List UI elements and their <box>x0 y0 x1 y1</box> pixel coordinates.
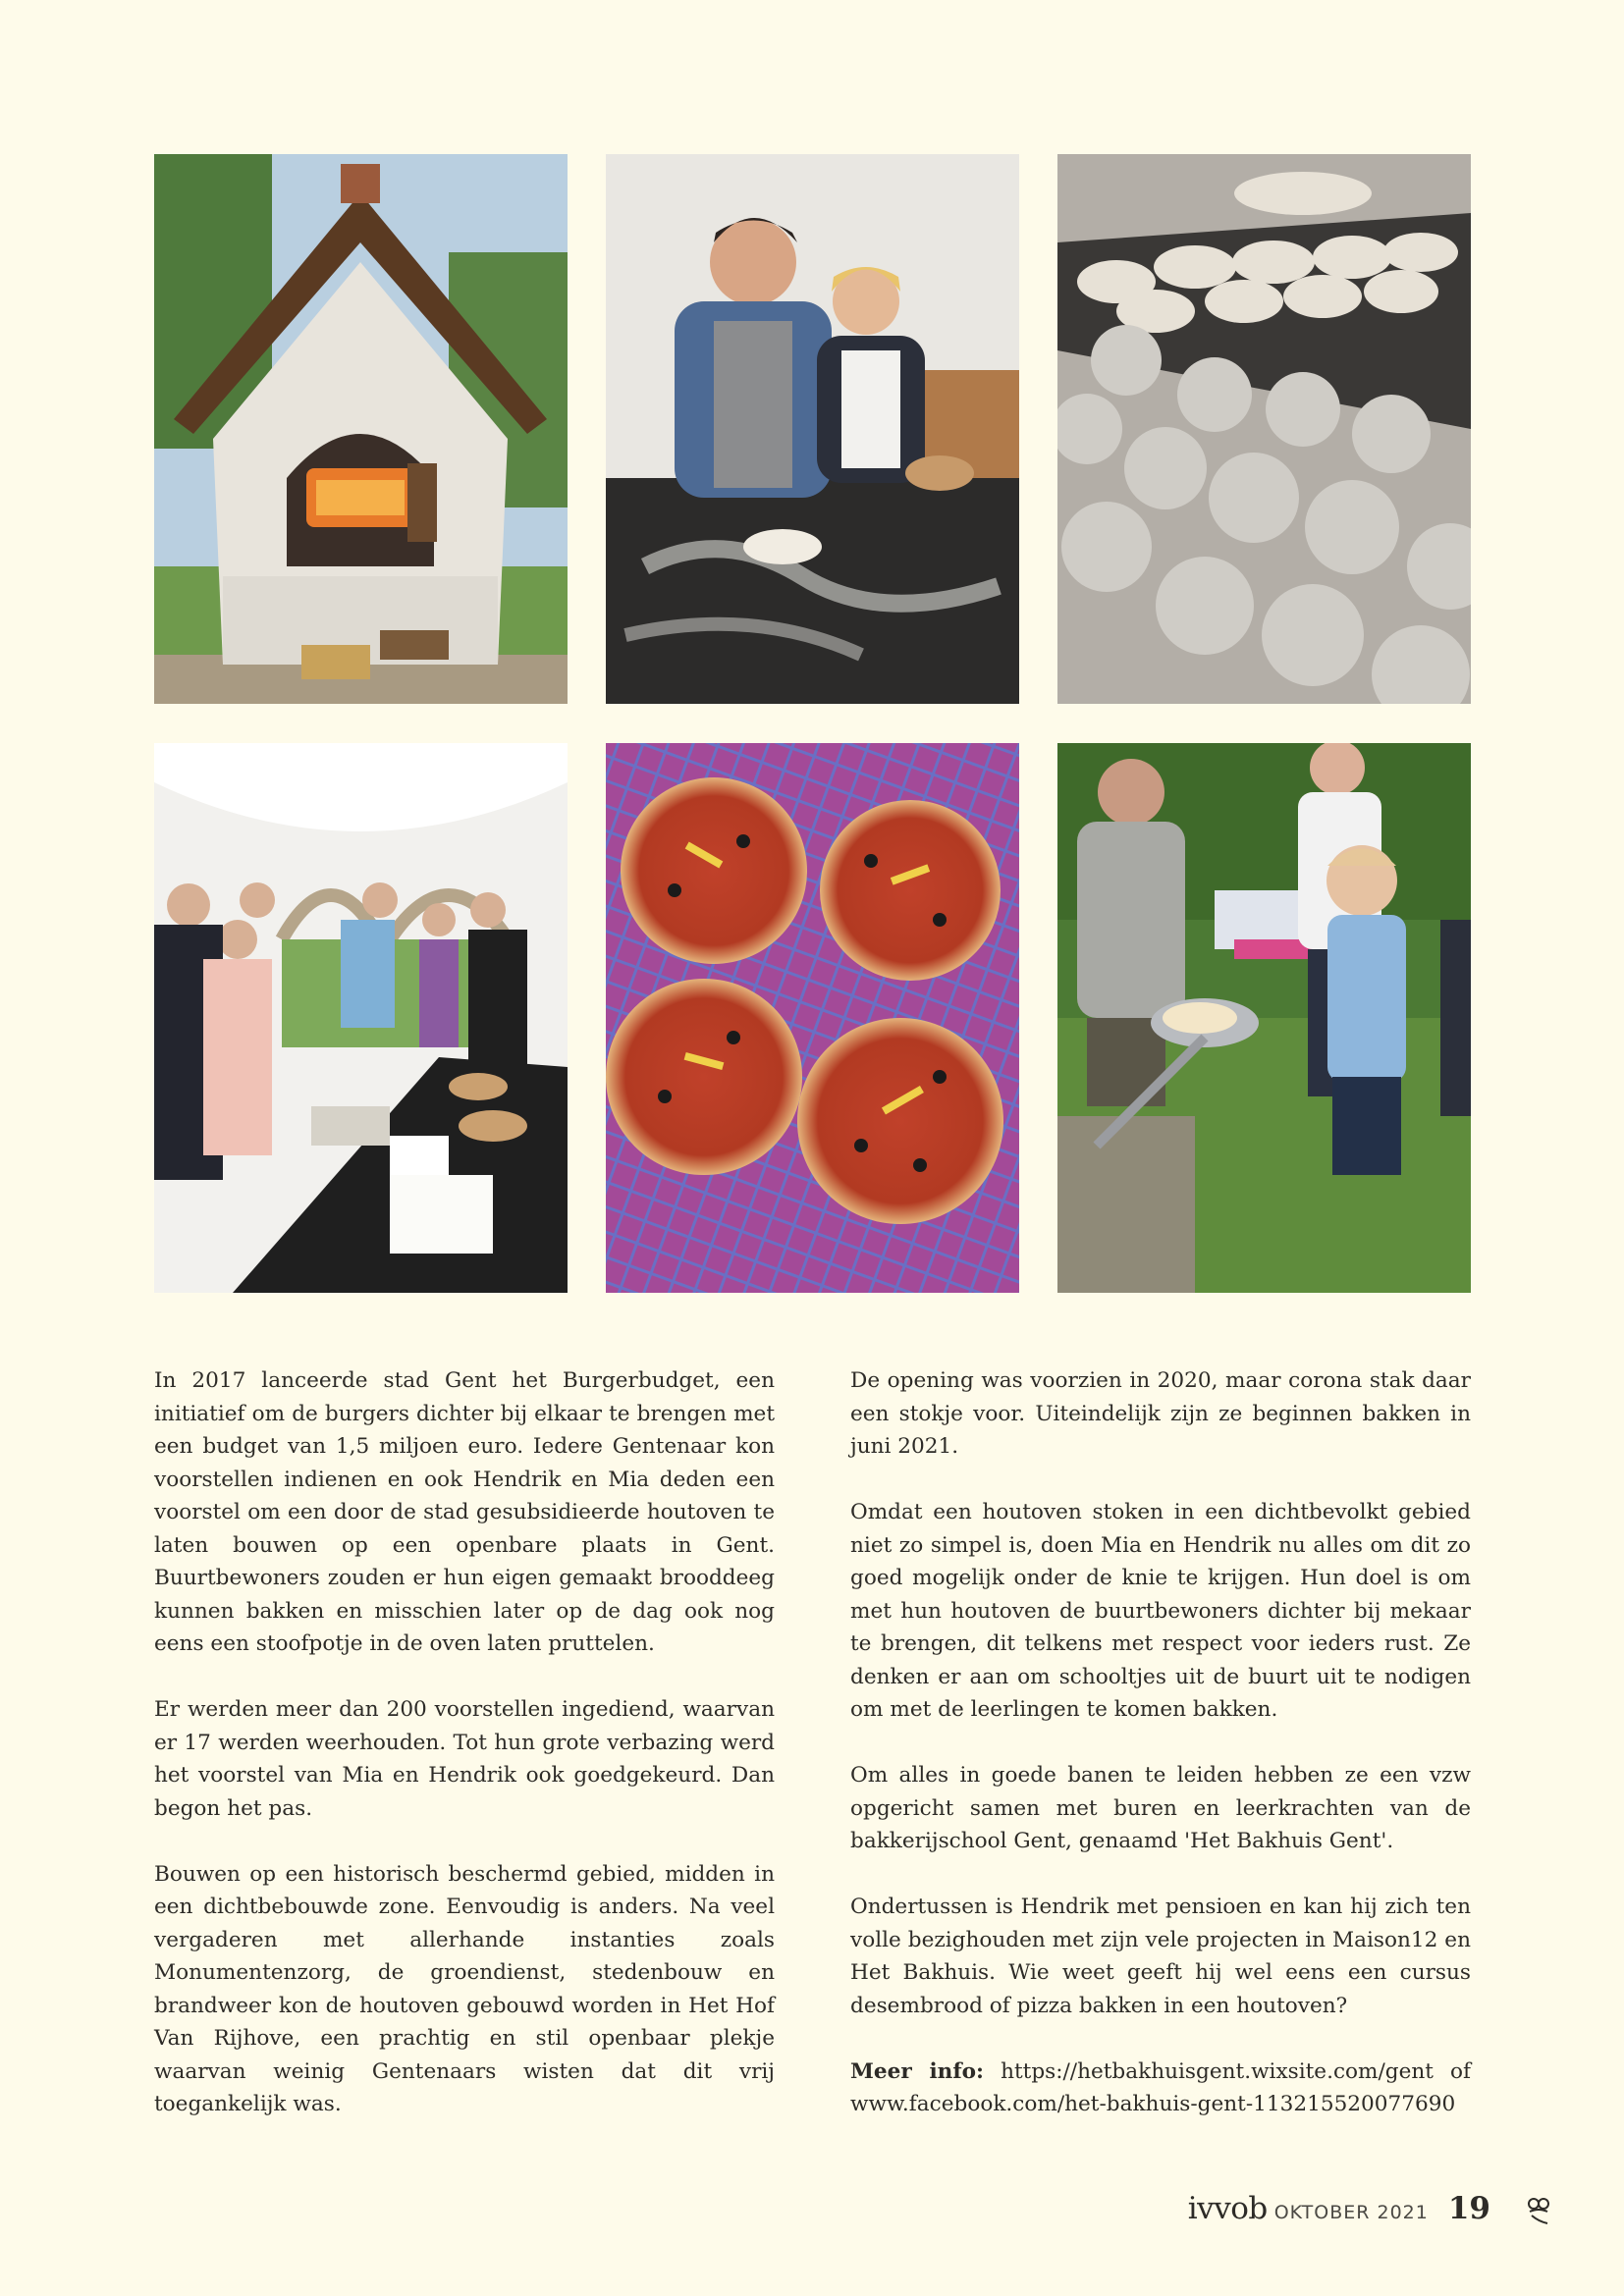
paragraph: Omdat een houtoven stoken in een dichtbevolkt gebied niet zo simpel is, doen Mia en Hendrik nu alles om dit zo goed mogelijk onder de knie te krijgen. Hun doel is om met hun houtoven de buurtbewoners dichter bij mekaar te brengen, dit telkens met respect voor ieders rust. Ze denken er aan om schooltjes uit de buurt uit te nodigen om met de leerlingen te komen bakken. <box>850 1500 1471 1722</box>
paragraph: Er werden meer dan 200 voorstellen ingediend, waarvan er 17 werden weerhouden. Tot hun grote verbazing werd het voorstel van Mia en Hendrik ook goedgekeurd. Dan begon het pas. <box>154 1697 775 1821</box>
page-footer <box>1188 2191 1551 2230</box>
article-column-right <box>850 1364 1471 2121</box>
magazine-brand: ivvob <box>1187 2191 1268 2226</box>
photo-workshop-group <box>154 743 568 1293</box>
paragraph: De opening was voorzien in 2020, maar corona stak daar een stokje voor. Uiteindelijk zijn ze beginnen bakken in juni 2021. <box>850 1368 1471 1459</box>
more-info-label: Meer info: <box>850 2058 985 2084</box>
photo-bakers-kneading <box>606 154 1019 704</box>
more-info <box>850 2056 1471 2121</box>
photo-dough-balls <box>1057 154 1471 704</box>
article-column-left <box>154 1364 775 2121</box>
issue-date: OKTOBER 2021 <box>1273 2202 1429 2223</box>
photo-bakehouse-oven <box>154 154 568 704</box>
paragraph: Bouwen op een historisch beschermd gebied, midden in een dichtbebouwde zone. Eenvoudig is anders. Na veel vergaderen met allerhande instanties zoals Monumentenzorg, de groendienst, stedenbouw en brandweer kon de houtoven gebouwd worden in Het Hof Van Rijhove, een prachtig en stil openbaar plekje waarvan weinig Gentenaars wisten dat dit vrij toegankelijk was. <box>154 1861 775 2116</box>
ivvob-mark-icon <box>1526 2196 1551 2225</box>
page-number: 19 <box>1447 2191 1490 2226</box>
paragraph: Om alles in goede banen te leiden hebben ze een vzw opgericht samen met buren en leerkrachten van de bakkerijschool Gent, genaamd 'Het Bakhuis Gent'. <box>850 1763 1471 1853</box>
photo-pizzas <box>606 743 1019 1293</box>
paragraph: In 2017 lanceerde stad Gent het Burgerbudget, een initiatief om de burgers dichter bij elkaar te brengen met een budget van 1,5 miljoen euro. Iedere Gentenaar kon voorstellen indienen en ook Hendrik en Mia deden een voorstel om een door de stad gesubsidieerde houtoven te laten bouwen op een openbare plaats in Gent. Buurtbewoners zouden er hun eigen gemaakt brooddeeg kunnen bakken en misschien later op de dag ook nog eens een stoofpotje in de oven laten pruttelen. <box>154 1368 775 1656</box>
photo-garden-pizza-peel <box>1057 743 1471 1293</box>
more-info-links: https://hetbakhuisgent.wixsite.com/gent of www.facebook.com/het-bakhuis-gent-113215520077690 <box>850 2058 1472 2116</box>
paragraph: Ondertussen is Hendrik met pensioen en kan hij zich ten volle bezighouden met zijn vele projecten in Maison12 en Het Bakhuis. Wie weet geeft hij wel eens een cursus desembrood of pizza bakken in een houtoven? <box>850 1895 1471 2018</box>
